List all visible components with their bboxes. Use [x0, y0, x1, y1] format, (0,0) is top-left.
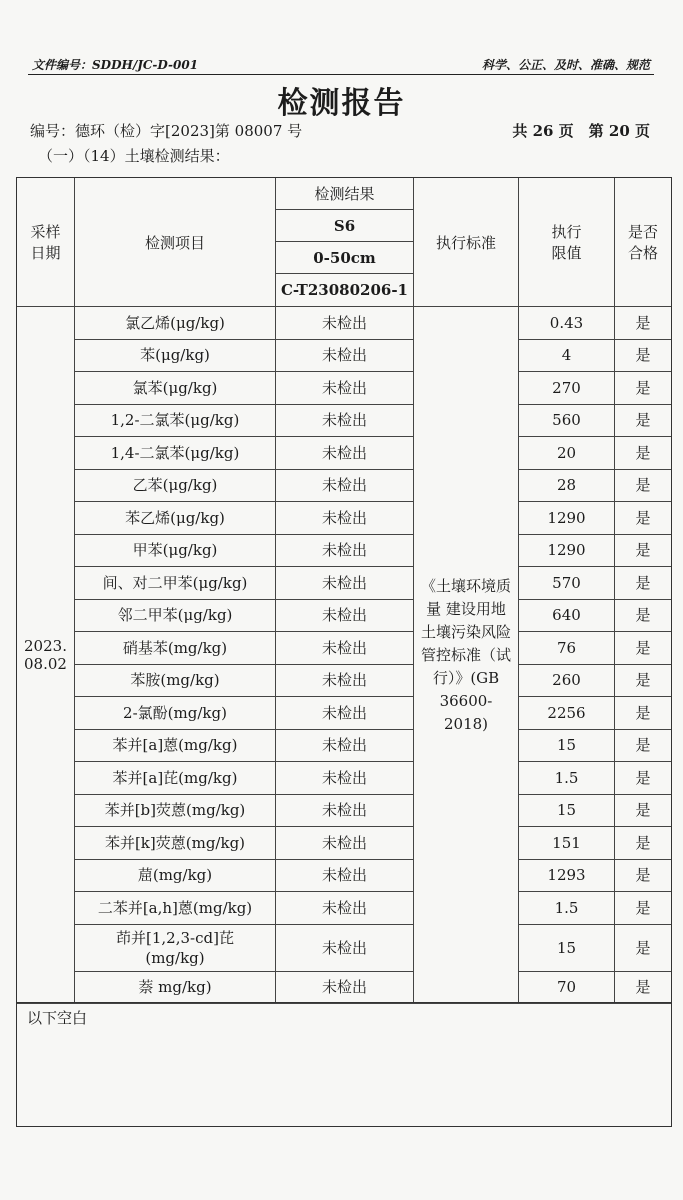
row-result: 未检出 — [276, 972, 414, 1005]
row-item: 苯乙烯(μg/kg) — [75, 502, 276, 535]
sample-code: C-T23080206-1 — [276, 274, 414, 307]
row-limit: 1293 — [519, 860, 615, 893]
row-item: 1,4-二氯苯(μg/kg) — [75, 437, 276, 470]
row-limit: 640 — [519, 600, 615, 633]
row-item: 苯胺(mg/kg) — [75, 665, 276, 698]
row-pass: 是 — [615, 762, 671, 795]
row-pass: 是 — [615, 697, 671, 730]
header-divider — [28, 74, 654, 75]
row-item: 苯并[k]荧蒽(mg/kg) — [75, 827, 276, 860]
row-item: 氯乙烯(μg/kg) — [75, 307, 276, 340]
row-item: 1,2-二氯苯(μg/kg) — [75, 405, 276, 438]
row-pass: 是 — [615, 827, 671, 860]
sample-point: S6 — [276, 210, 414, 242]
row-result: 未检出 — [276, 925, 414, 972]
section-heading: （一）（14）土壤检测结果： — [38, 147, 230, 165]
table-grid — [17, 178, 671, 1004]
row-item: 苯(μg/kg) — [75, 340, 276, 373]
row-limit: 15 — [519, 925, 615, 972]
header-sample-date: 采样 日期 — [17, 178, 75, 307]
row-result: 未检出 — [276, 730, 414, 763]
row-pass: 是 — [615, 632, 671, 665]
row-item: 邻二甲苯(μg/kg) — [75, 600, 276, 633]
row-result: 未检出 — [276, 632, 414, 665]
row-pass: 是 — [615, 307, 671, 340]
report-number: 编号：德环（检）字[2023]第 08007 号 — [30, 122, 303, 140]
row-item: 苯并[a]蒽(mg/kg) — [75, 730, 276, 763]
row-result: 未检出 — [276, 340, 414, 373]
row-result: 未检出 — [276, 535, 414, 568]
row-pass: 是 — [615, 340, 671, 373]
row-result: 未检出 — [276, 502, 414, 535]
row-item: 苯并[a]芘(mg/kg) — [75, 762, 276, 795]
row-result: 未检出 — [276, 665, 414, 698]
row-result: 未检出 — [276, 827, 414, 860]
row-result: 未检出 — [276, 470, 414, 503]
row-pass: 是 — [615, 535, 671, 568]
header-pass: 是否 合格 — [615, 178, 671, 307]
row-result: 未检出 — [276, 795, 414, 828]
row-result: 未检出 — [276, 892, 414, 925]
row-limit: 76 — [519, 632, 615, 665]
row-result: 未检出 — [276, 307, 414, 340]
row-limit: 260 — [519, 665, 615, 698]
row-pass: 是 — [615, 567, 671, 600]
row-limit: 270 — [519, 372, 615, 405]
row-item: 2-氯酚(mg/kg) — [75, 697, 276, 730]
row-pass: 是 — [615, 502, 671, 535]
sample-depth: 0-50cm — [276, 242, 414, 274]
row-result: 未检出 — [276, 697, 414, 730]
row-pass: 是 — [615, 860, 671, 893]
row-item: 苯并[b]荧蒽(mg/kg) — [75, 795, 276, 828]
motto: 科学、公正、及时、准确、规范 — [481, 58, 650, 72]
row-pass: 是 — [615, 892, 671, 925]
row-item: 甲苯(μg/kg) — [75, 535, 276, 568]
header-limit: 执行 限值 — [519, 178, 615, 307]
row-limit: 70 — [519, 972, 615, 1005]
row-limit: 15 — [519, 795, 615, 828]
report-meta — [30, 120, 650, 141]
row-item: 茚并[1,2,3-cd]芘 (mg/kg) — [75, 925, 276, 972]
row-limit: 4 — [519, 340, 615, 373]
row-limit: 570 — [519, 567, 615, 600]
row-item: 萘 mg/kg) — [75, 972, 276, 1005]
row-item: 氯苯(μg/kg) — [75, 372, 276, 405]
row-item: 乙苯(μg/kg) — [75, 470, 276, 503]
row-pass: 是 — [615, 795, 671, 828]
row-item: 间、对二甲苯(μg/kg) — [75, 567, 276, 600]
row-result: 未检出 — [276, 405, 414, 438]
row-pass: 是 — [615, 665, 671, 698]
page-title: 检测报告 — [277, 86, 406, 121]
row-pass: 是 — [615, 405, 671, 438]
page-count: 共 26 页 第 20 页 — [512, 122, 650, 140]
header-standard: 执行标准 — [414, 178, 519, 307]
header-item: 检测项目 — [75, 178, 276, 307]
row-item: 硝基苯(mg/kg) — [75, 632, 276, 665]
blank-note: 以下空白 — [27, 1009, 88, 1027]
row-pass: 是 — [615, 600, 671, 633]
row-pass: 是 — [615, 730, 671, 763]
blank-area — [16, 1002, 672, 1127]
row-limit: 1.5 — [519, 762, 615, 795]
file-number: 文件编号：SDDH/JC-D-001 — [32, 58, 199, 72]
row-result: 未检出 — [276, 762, 414, 795]
row-result: 未检出 — [276, 372, 414, 405]
row-result: 未检出 — [276, 437, 414, 470]
row-result: 未检出 — [276, 860, 414, 893]
row-limit: 0.43 — [519, 307, 615, 340]
row-limit: 20 — [519, 437, 615, 470]
row-pass: 是 — [615, 470, 671, 503]
row-pass: 是 — [615, 437, 671, 470]
row-item: 二苯并[a,h]蒽(mg/kg) — [75, 892, 276, 925]
results-table — [16, 177, 672, 1004]
row-pass: 是 — [615, 372, 671, 405]
row-limit: 1.5 — [519, 892, 615, 925]
header-result: 检测结果 — [276, 178, 414, 210]
document-header — [32, 54, 650, 74]
sample-date-value: 2023. 08.02 — [17, 307, 75, 1004]
row-limit: 15 — [519, 730, 615, 763]
standard-value: 《土壤环境质量 建设用地土壤污染风险管控标准（试行）》(GB 36600-2018) — [414, 307, 519, 1004]
row-limit: 28 — [519, 470, 615, 503]
row-limit: 1290 — [519, 535, 615, 568]
row-item: 䓛(mg/kg) — [75, 860, 276, 893]
row-limit: 2256 — [519, 697, 615, 730]
row-result: 未检出 — [276, 567, 414, 600]
row-limit: 151 — [519, 827, 615, 860]
row-pass: 是 — [615, 925, 671, 972]
row-result: 未检出 — [276, 600, 414, 633]
row-limit: 560 — [519, 405, 615, 438]
row-limit: 1290 — [519, 502, 615, 535]
row-pass: 是 — [615, 972, 671, 1005]
